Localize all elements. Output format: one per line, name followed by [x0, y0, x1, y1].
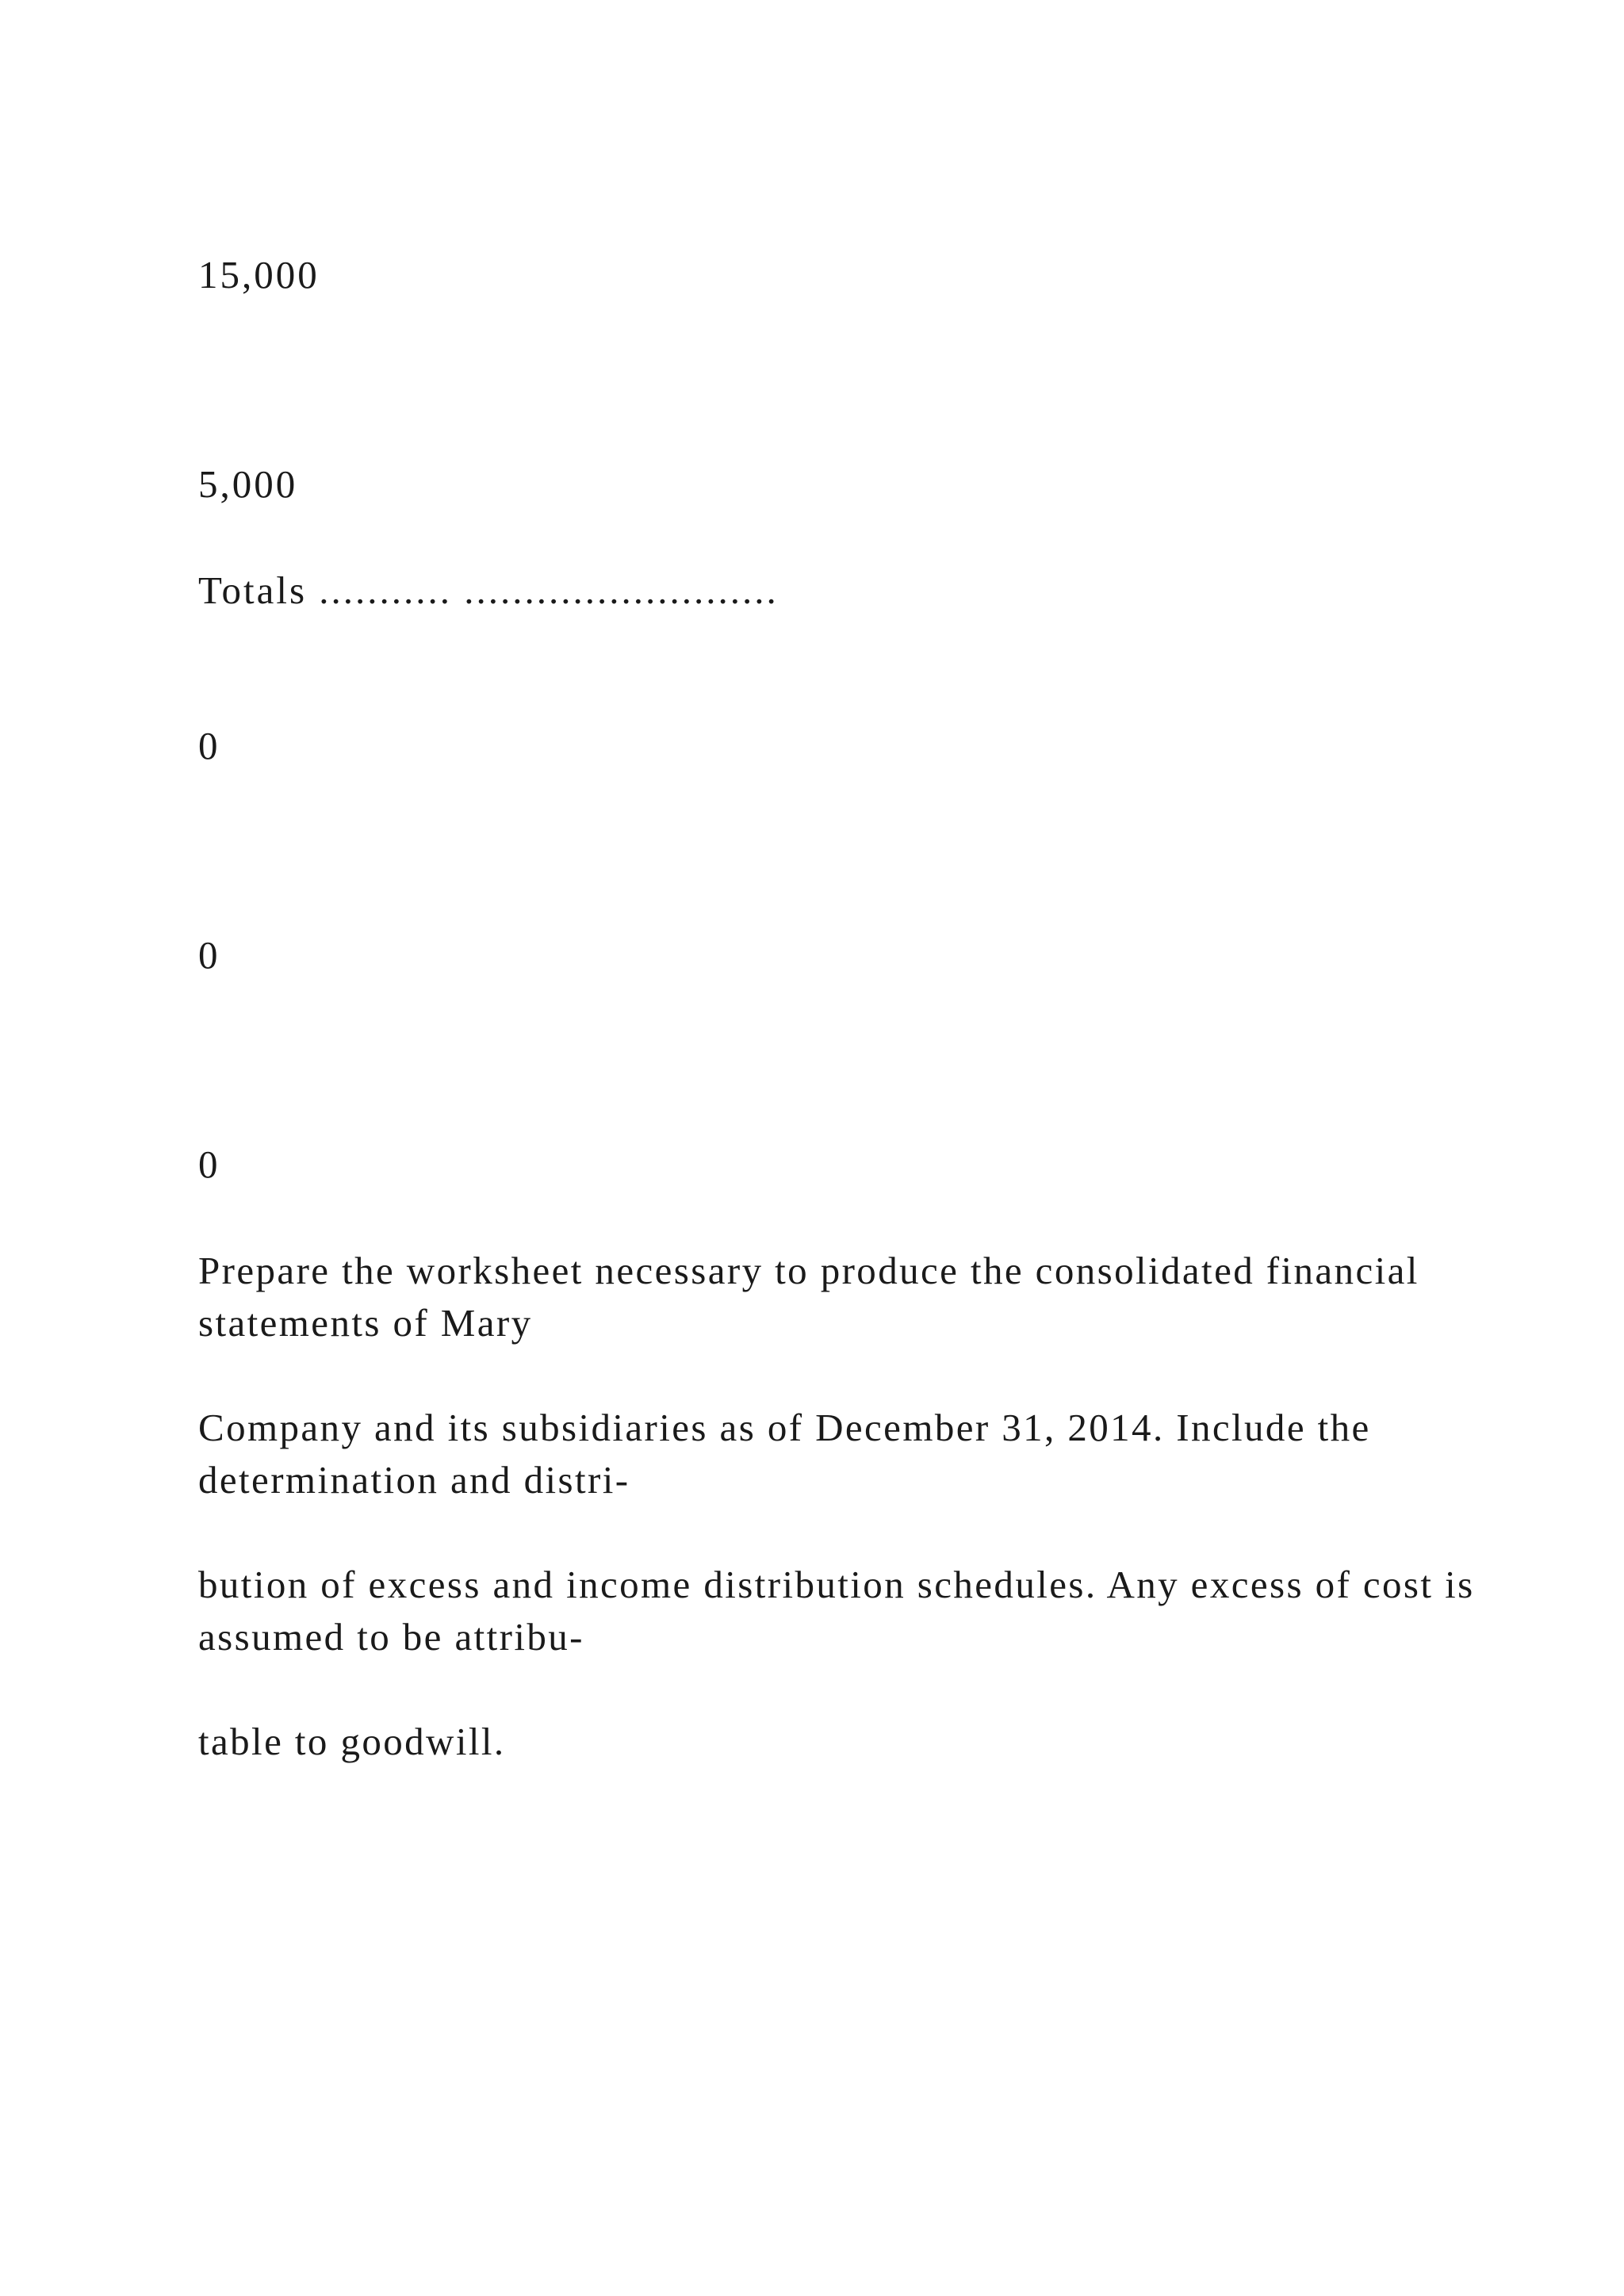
instruction-paragraph: Prepare the worksheet necessary to produce the consolidated financial statements of Mary: [198, 1249, 1419, 1345]
instruction-paragraph: bution of excess and income distribution schedules. Any excess of cost is assumed to be attribu-: [198, 1563, 1475, 1659]
amount-line: 0: [198, 724, 220, 767]
instruction-paragraph: Company and its subsidiaries as of December 31, 2014. Include the determination and distri-: [198, 1406, 1371, 1502]
amount-line: 0: [198, 1142, 220, 1186]
totals-line: Totals ........... ..........................: [198, 568, 779, 612]
instruction-paragraph: table to goodwill.: [198, 1720, 506, 1763]
amount-line: 15,000: [198, 253, 320, 297]
amount-line: 5,000: [198, 462, 298, 506]
amount-line: 0: [198, 933, 220, 977]
